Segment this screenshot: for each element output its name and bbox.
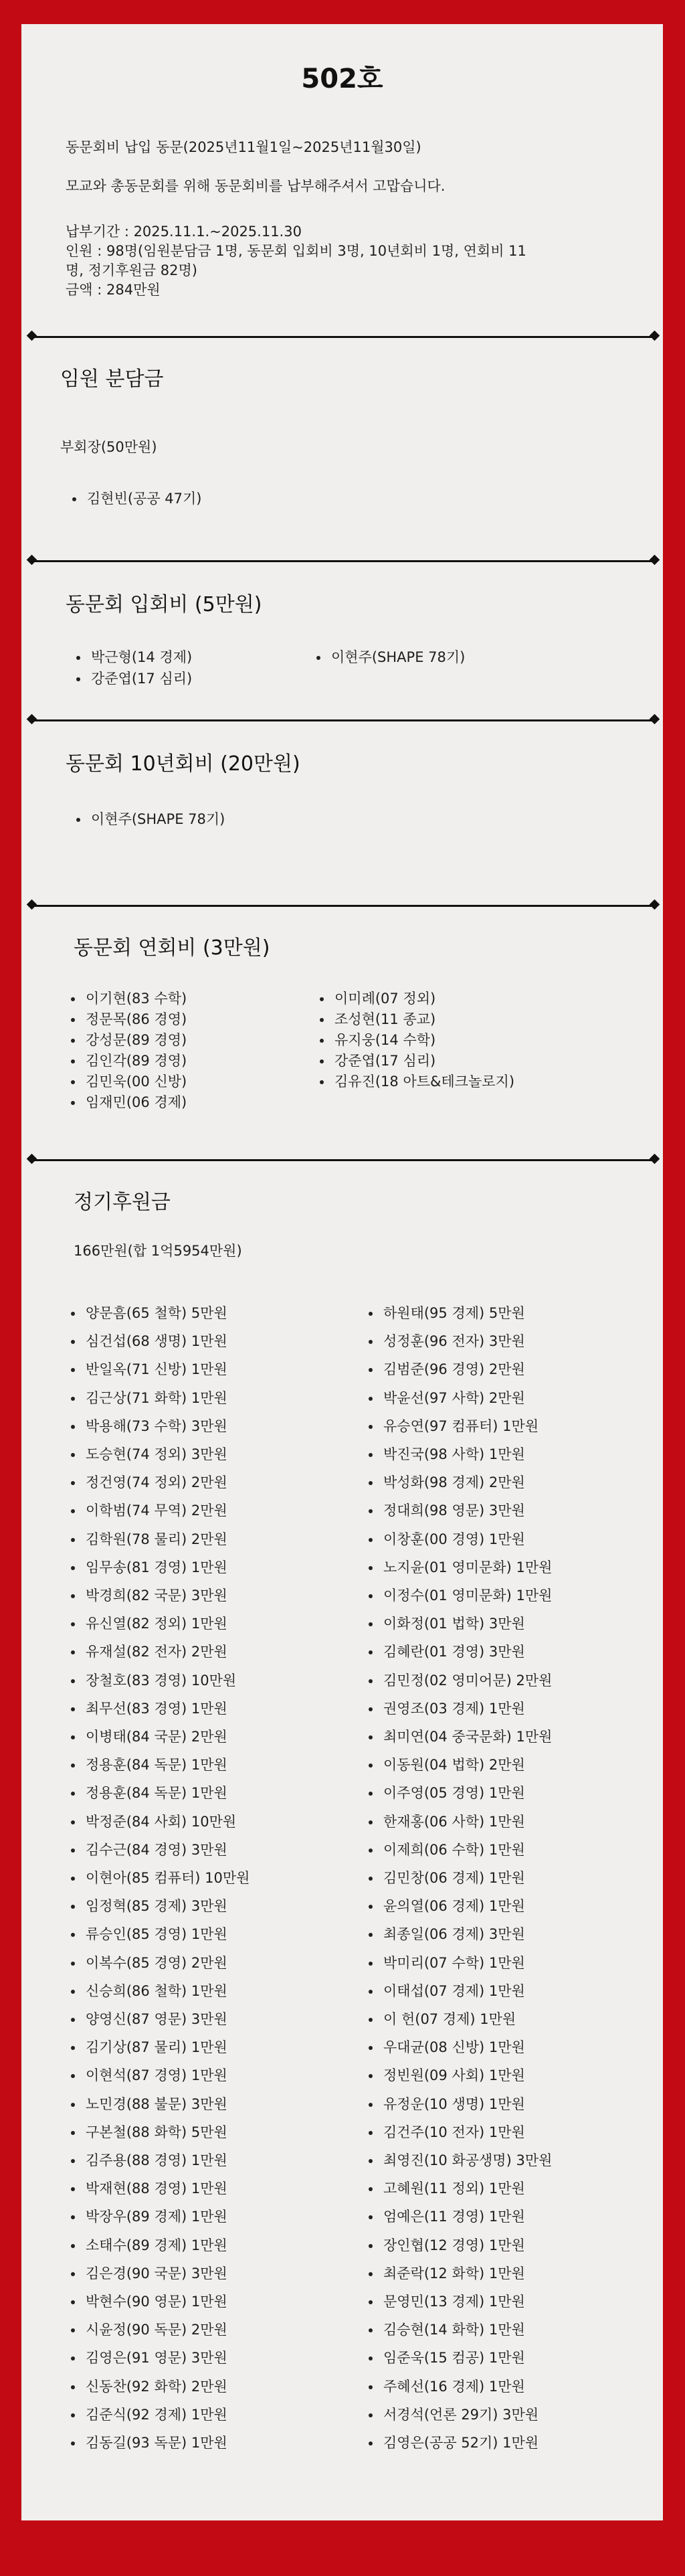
list-bullet bbox=[71, 1764, 75, 1768]
list-item: 유지웅(14 수학) bbox=[334, 1032, 436, 1048]
list-item: 정용훈(84 독문) 1만원 bbox=[86, 1757, 227, 1774]
list-item: 강준엽(17 심리) bbox=[334, 1053, 436, 1069]
list-item: 정빈원(09 사회) 1만원 bbox=[383, 2067, 525, 2084]
list-bullet bbox=[71, 2272, 75, 2276]
list-bullet bbox=[369, 1990, 373, 1994]
list-bullet bbox=[71, 1849, 75, 1853]
list-bullet bbox=[369, 1849, 373, 1853]
section-divider bbox=[31, 905, 656, 907]
list-item: 이제희(06 수학) 1만원 bbox=[383, 1841, 525, 1858]
list-bullet bbox=[369, 1566, 373, 1570]
list-item: 이현주(SHAPE 78기) bbox=[331, 649, 466, 665]
list-item: 김주용(88 경영) 1만원 bbox=[86, 2152, 227, 2168]
list-item: 소태수(89 경제) 1만원 bbox=[86, 2237, 227, 2253]
list-item: 박정준(84 사회) 10만원 bbox=[86, 1813, 237, 1830]
list-item: 임준욱(15 컴공) 1만원 bbox=[383, 2350, 525, 2367]
list-item: 박경희(82 국문) 3만원 bbox=[86, 1587, 227, 1604]
list-item: 유신열(82 정외) 1만원 bbox=[86, 1616, 227, 1632]
list-item: 우대균(08 신방) 1만원 bbox=[383, 2039, 525, 2056]
list-bullet bbox=[71, 1566, 75, 1570]
list-bullet bbox=[369, 1735, 373, 1739]
page-title: 502호 bbox=[301, 64, 383, 94]
list-bullet bbox=[71, 1059, 75, 1063]
list-item: 박성화(98 경제) 2만원 bbox=[383, 1474, 525, 1491]
list-item: 양영신(87 영문) 3만원 bbox=[86, 2011, 227, 2027]
list-item: 김기상(87 물리) 1만원 bbox=[86, 2039, 227, 2056]
list-bullet bbox=[71, 1101, 75, 1105]
list-item: 노민경(88 불문) 3만원 bbox=[86, 2095, 227, 2112]
list-item: 정대희(98 영문) 3만원 bbox=[383, 1502, 525, 1519]
list-item: 김유진(18 아트&테크놀로지) bbox=[334, 1074, 515, 1090]
list-bullet bbox=[71, 1820, 75, 1824]
list-item: 김혜란(01 경영) 3만원 bbox=[383, 1644, 525, 1660]
section-divider bbox=[31, 560, 656, 562]
list-item: 최준락(12 화학) 1만원 bbox=[383, 2265, 525, 2282]
list-item: 장인협(12 경영) 1만원 bbox=[383, 2237, 525, 2253]
list-item: 정문목(86 경영) bbox=[86, 1011, 187, 1027]
list-bullet bbox=[369, 2385, 373, 2389]
list-item: 김민욱(00 신방) bbox=[86, 1074, 187, 1090]
donation-section-title: 정기후원금 bbox=[74, 1191, 171, 1214]
list-bullet bbox=[71, 1039, 75, 1043]
list-item: 강준엽(17 심리) bbox=[91, 671, 193, 687]
list-item: 류승인(85 경영) 1만원 bbox=[86, 1926, 227, 1943]
list-bullet bbox=[369, 1340, 373, 1344]
officer-subtitle: 부회장(50만원) bbox=[60, 439, 157, 455]
list-item: 김준식(92 경제) 1만원 bbox=[86, 2406, 227, 2423]
list-bullet bbox=[71, 997, 75, 1001]
list-bullet bbox=[71, 1735, 75, 1739]
list-item: 이창훈(00 경영) 1만원 bbox=[383, 1531, 525, 1547]
officer-section-title: 임원 분담금 bbox=[60, 367, 164, 391]
list-item: 김은경(90 국문) 3만원 bbox=[86, 2265, 227, 2282]
list-bullet bbox=[320, 1039, 324, 1043]
list-item: 임재민(06 경제) bbox=[86, 1094, 187, 1110]
list-bullet bbox=[71, 2187, 75, 2191]
list-bullet bbox=[369, 1538, 373, 1542]
list-bullet bbox=[71, 2356, 75, 2360]
list-bullet bbox=[71, 1453, 75, 1457]
list-item: 김수근(84 경영) 3만원 bbox=[86, 1841, 227, 1858]
section-divider bbox=[31, 1159, 656, 1161]
list-bullet bbox=[369, 2074, 373, 2078]
intro-count-line2: 명, 정기후원금 82명) bbox=[66, 262, 197, 278]
list-bullet bbox=[369, 1877, 373, 1881]
list-bullet bbox=[71, 2046, 75, 2050]
list-item: 박윤선(97 사학) 2만원 bbox=[383, 1389, 525, 1406]
list-item: 노지윤(01 영미문화) 1만원 bbox=[383, 1559, 553, 1575]
list-item: 유재설(82 전자) 2만원 bbox=[86, 1644, 227, 1660]
list-bullet bbox=[369, 1481, 373, 1485]
list-item: 하원태(95 경제) 5만원 bbox=[383, 1305, 525, 1321]
list-item: 김영은(91 영문) 3만원 bbox=[86, 2350, 227, 2367]
list-item: 박근형(14 경제) bbox=[91, 649, 193, 665]
list-item: 최영진(10 화공생명) 3만원 bbox=[383, 2152, 553, 2168]
list-item: 엄예은(11 경영) 1만원 bbox=[383, 2209, 525, 2225]
list-bullet bbox=[71, 2215, 75, 2219]
list-item: 김인각(89 경영) bbox=[86, 1053, 187, 1069]
list-bullet bbox=[71, 1650, 75, 1654]
list-bullet bbox=[71, 1707, 75, 1711]
intro-count-line1: 인원 : 98명(임원분담금 1명, 동문회 입회비 3명, 10년회비 1명, 연회비 11 bbox=[66, 243, 526, 259]
list-item: 최미연(04 중국문화) 1만원 bbox=[383, 1729, 553, 1745]
list-item: 이현석(87 경영) 1만원 bbox=[86, 2067, 227, 2084]
list-bullet bbox=[71, 1509, 75, 1513]
list-item: 유승연(97 컴퓨터) 1만원 bbox=[383, 1418, 539, 1434]
list-item: 임무송(81 경영) 1만원 bbox=[86, 1559, 227, 1575]
list-bullet bbox=[71, 1425, 75, 1429]
list-item: 이 헌(07 경제) 1만원 bbox=[383, 2011, 516, 2027]
list-bullet bbox=[369, 2131, 373, 2135]
intro-payment-period: 납부기간 : 2025.11.1.~2025.11.30 bbox=[66, 224, 302, 240]
list-item: 반일옥(71 신방) 1만원 bbox=[86, 1361, 227, 1378]
list-item: 윤의열(06 경제) 1만원 bbox=[383, 1898, 525, 1915]
list-bullet bbox=[320, 1059, 324, 1063]
list-item: 양문흠(65 철학) 5만원 bbox=[86, 1305, 227, 1321]
list-bullet bbox=[71, 1312, 75, 1316]
list-item: 박장우(89 경제) 1만원 bbox=[86, 2209, 227, 2225]
list-bullet bbox=[369, 1792, 373, 1796]
list-item: 정건영(74 정외) 2만원 bbox=[86, 1474, 227, 1491]
list-item: 장철호(83 경영) 10만원 bbox=[86, 1672, 237, 1689]
list-bullet bbox=[71, 1481, 75, 1485]
list-item: 문영민(13 경제) 1만원 bbox=[383, 2294, 525, 2310]
list-item: 이미례(07 정외) bbox=[334, 991, 436, 1007]
list-bullet bbox=[369, 1933, 373, 1937]
list-item: 박미리(07 수학) 1만원 bbox=[383, 1954, 525, 1971]
list-bullet bbox=[71, 1018, 75, 1022]
list-bullet bbox=[369, 2046, 373, 2050]
list-bullet bbox=[71, 2300, 75, 2304]
list-bullet bbox=[369, 2018, 373, 2022]
list-item: 도승현(74 정외) 3만원 bbox=[86, 1446, 227, 1462]
list-item: 유정운(10 생명) 1만원 bbox=[383, 2095, 525, 2112]
list-bullet bbox=[71, 1340, 75, 1344]
list-bullet bbox=[71, 2413, 75, 2417]
annual-section-title: 동문회 연회비 (3만원) bbox=[74, 936, 270, 960]
list-bullet bbox=[369, 1368, 373, 1372]
list-bullet bbox=[71, 2103, 75, 2107]
list-bullet bbox=[71, 1962, 75, 1966]
list-bullet bbox=[369, 2328, 373, 2332]
list-item: 이병태(84 국문) 2만원 bbox=[86, 1729, 227, 1745]
list-bullet bbox=[71, 1368, 75, 1372]
list-item: 성정훈(96 전자) 3만원 bbox=[383, 1333, 525, 1350]
list-bullet bbox=[71, 1905, 75, 1909]
list-bullet bbox=[320, 1080, 324, 1084]
list-bullet bbox=[71, 1594, 75, 1598]
list-item: 박현수(90 영문) 1만원 bbox=[86, 2294, 227, 2310]
list-bullet bbox=[320, 1018, 324, 1022]
list-item: 김민창(06 경제) 1만원 bbox=[383, 1870, 525, 1886]
list-bullet bbox=[369, 2159, 373, 2163]
list-bullet bbox=[369, 1679, 373, 1683]
list-bullet bbox=[369, 1509, 373, 1513]
list-item: 이학범(74 무역) 2만원 bbox=[86, 1502, 227, 1519]
list-item: 이화정(01 법학) 3만원 bbox=[383, 1616, 525, 1632]
list-item: 이태섭(07 경제) 1만원 bbox=[383, 1982, 525, 1999]
list-item: 김학원(78 물리) 2만원 bbox=[86, 1531, 227, 1547]
list-item: 이주영(05 경영) 1만원 bbox=[383, 1785, 525, 1802]
donation-subtitle: 166만원(합 1억5954만원) bbox=[74, 1243, 242, 1259]
list-item: 최종일(06 경제) 3만원 bbox=[383, 1926, 525, 1943]
list-item: 서경석(언론 29기) 3만원 bbox=[383, 2406, 539, 2423]
list-item: 김현빈(공공 47기) bbox=[87, 491, 202, 507]
list-item: 구본철(88 화학) 5만원 bbox=[86, 2124, 227, 2140]
list-bullet bbox=[369, 2300, 373, 2304]
list-bullet bbox=[71, 1622, 75, 1626]
list-bullet bbox=[71, 1877, 75, 1881]
list-bullet bbox=[71, 2074, 75, 2078]
section-divider bbox=[31, 336, 656, 338]
list-item: 주혜선(16 경제) 1만원 bbox=[383, 2378, 525, 2395]
list-item: 권영조(03 경제) 1만원 bbox=[383, 1700, 525, 1717]
notice-card bbox=[21, 24, 663, 2520]
list-item: 이기현(83 수학) bbox=[86, 991, 187, 1007]
list-item: 김민정(02 영미어문) 2만원 bbox=[383, 1672, 553, 1689]
list-bullet bbox=[369, 2272, 373, 2276]
list-bullet bbox=[369, 1650, 373, 1654]
list-item: 이복수(85 경영) 2만원 bbox=[86, 1954, 227, 1971]
list-bullet bbox=[71, 1679, 75, 1683]
entrance-section-title: 동문회 입회비 (5만원) bbox=[66, 593, 262, 616]
list-bullet bbox=[71, 2159, 75, 2163]
list-bullet bbox=[369, 1425, 373, 1429]
list-item: 박재현(88 경영) 1만원 bbox=[86, 2180, 227, 2197]
list-bullet bbox=[71, 2018, 75, 2022]
list-item: 김영은(공공 52기) 1만원 bbox=[383, 2435, 539, 2451]
list-bullet bbox=[369, 2244, 373, 2248]
list-bullet bbox=[71, 1933, 75, 1937]
list-item: 조성현(11 종교) bbox=[334, 1011, 436, 1027]
list-item: 한재홍(06 사학) 1만원 bbox=[383, 1813, 525, 1830]
list-item: 정용훈(84 독문) 1만원 bbox=[86, 1785, 227, 1802]
list-item: 신동찬(92 화학) 2만원 bbox=[86, 2378, 227, 2395]
list-item: 이동원(04 법학) 2만원 bbox=[383, 1757, 525, 1774]
list-bullet bbox=[71, 1990, 75, 1994]
list-bullet bbox=[71, 1397, 75, 1401]
intro-amount: 금액 : 284만원 bbox=[66, 282, 161, 298]
list-bullet bbox=[369, 2215, 373, 2219]
list-bullet bbox=[369, 2103, 373, 2107]
list-item: 임정혁(85 경제) 3만원 bbox=[86, 1898, 227, 1915]
list-item: 김범준(96 경영) 2만원 bbox=[383, 1361, 525, 1378]
list-bullet bbox=[369, 2187, 373, 2191]
list-bullet bbox=[369, 1905, 373, 1909]
list-item: 심건섭(68 생명) 1만원 bbox=[86, 1333, 227, 1350]
list-bullet bbox=[72, 497, 76, 501]
intro-thanks: 모교와 총동문회를 위해 동문회비를 납부해주셔서 고맙습니다. bbox=[66, 178, 446, 194]
list-bullet bbox=[76, 818, 80, 822]
list-item: 신승희(86 철학) 1만원 bbox=[86, 1982, 227, 1999]
list-bullet bbox=[71, 2131, 75, 2135]
list-item: 고혜원(11 정외) 1만원 bbox=[383, 2180, 525, 2197]
list-bullet bbox=[369, 1820, 373, 1824]
list-bullet bbox=[369, 1312, 373, 1316]
section-divider bbox=[31, 719, 656, 721]
list-item: 이현아(85 컴퓨터) 10만원 bbox=[86, 1870, 250, 1886]
list-item: 이현주(SHAPE 78기) bbox=[91, 811, 225, 827]
list-bullet bbox=[369, 2413, 373, 2417]
ten-year-section-title: 동문회 10년회비 (20만원) bbox=[66, 752, 300, 776]
list-bullet bbox=[369, 1594, 373, 1598]
list-item: 김동길(93 독문) 1만원 bbox=[86, 2435, 227, 2451]
list-bullet bbox=[320, 997, 324, 1001]
list-item: 김승현(14 화학) 1만원 bbox=[383, 2322, 525, 2338]
list-item: 강성문(89 경영) bbox=[86, 1032, 187, 1048]
list-bullet bbox=[369, 2356, 373, 2360]
list-item: 김건주(10 전자) 1만원 bbox=[383, 2124, 525, 2140]
list-bullet bbox=[369, 1397, 373, 1401]
list-bullet bbox=[71, 2244, 75, 2248]
list-item: 시윤정(90 독문) 2만원 bbox=[86, 2322, 227, 2338]
intro-period-heading: 동문회비 납입 동문(2025년11월1일~2025년11월30일) bbox=[66, 139, 421, 155]
list-item: 이정수(01 영미문화) 1만원 bbox=[383, 1587, 553, 1604]
list-bullet bbox=[76, 677, 80, 681]
list-bullet bbox=[369, 1453, 373, 1457]
list-bullet bbox=[369, 1622, 373, 1626]
list-bullet bbox=[71, 2441, 75, 2445]
list-item: 박용해(73 수학) 3만원 bbox=[86, 1418, 227, 1434]
list-bullet bbox=[369, 1707, 373, 1711]
list-item: 김근상(71 화학) 1만원 bbox=[86, 1389, 227, 1406]
list-bullet bbox=[71, 1792, 75, 1796]
list-bullet bbox=[369, 1962, 373, 1966]
list-bullet bbox=[316, 656, 320, 660]
list-bullet bbox=[71, 1080, 75, 1084]
list-bullet bbox=[369, 1764, 373, 1768]
list-bullet bbox=[71, 2328, 75, 2332]
list-bullet bbox=[76, 656, 80, 660]
list-item: 최무선(83 경영) 1만원 bbox=[86, 1700, 227, 1717]
list-bullet bbox=[71, 1538, 75, 1542]
list-bullet bbox=[369, 2441, 373, 2445]
list-item: 박진국(98 사학) 1만원 bbox=[383, 1446, 525, 1462]
list-bullet bbox=[71, 2385, 75, 2389]
